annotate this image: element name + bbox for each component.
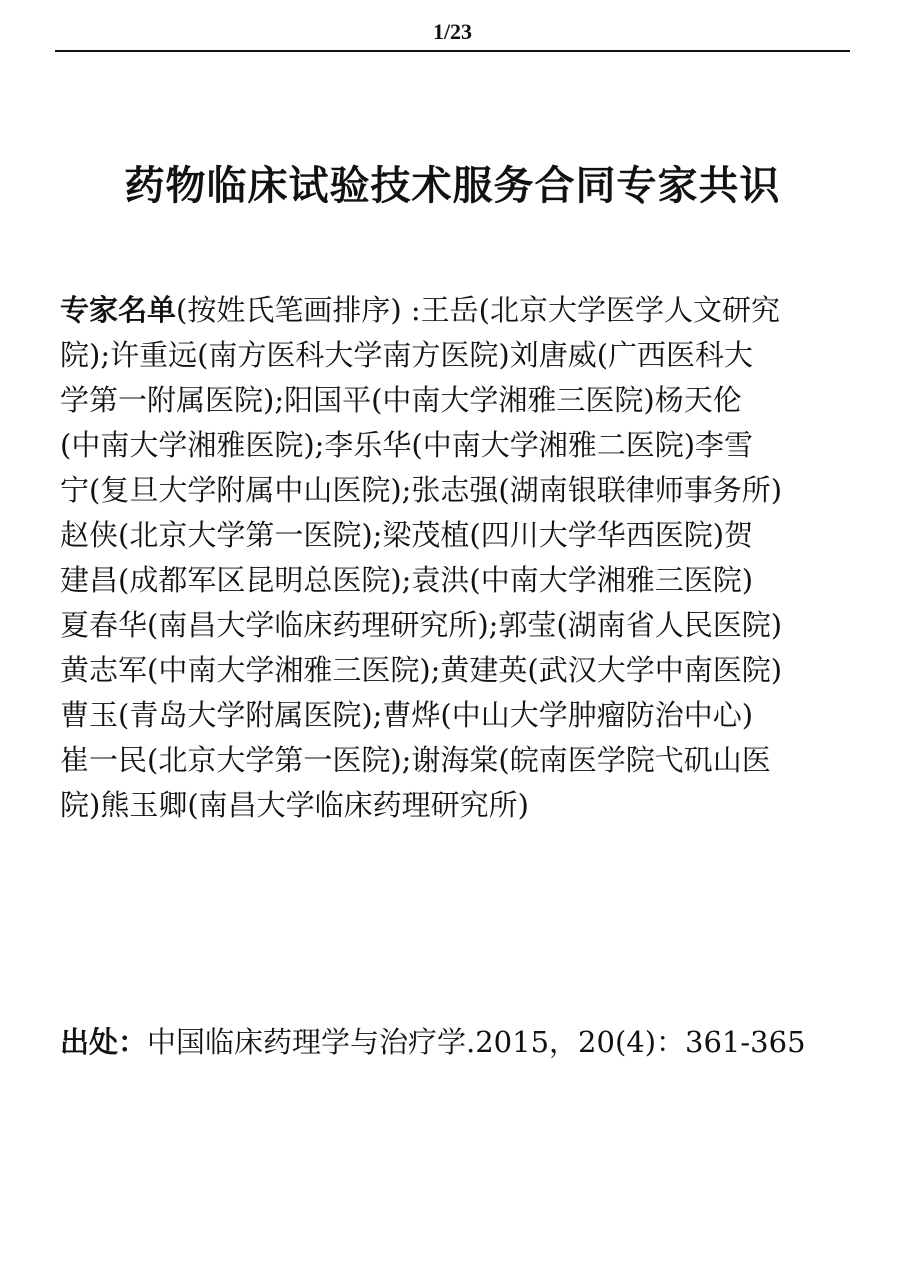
expert-list-line: 夏春华(南昌大学临床药理研究所);郭莹(湖南省人民医院) <box>60 608 783 642</box>
source-text: 中国临床药理学与治疗学.2015，20(4)：361-365 <box>147 1025 806 1059</box>
expert-list-line: 赵侠(北京大学第一医院);梁茂植(四川大学华西医院)贺 <box>60 518 754 552</box>
expert-list-line: 院);许重远(南方医科大学南方医院)刘唐威(广西医科大 <box>60 338 754 372</box>
document-title: 药物临床试验技术服务合同专家共识 <box>124 163 781 209</box>
expert-list-label: 专家名单 <box>60 293 177 327</box>
expert-list-line: 院)熊玉卿(南昌大学临床药理研究所) <box>60 788 529 822</box>
expert-list-line: 黄志军(中南大学湘雅三医院);黄建英(武汉大学中南医院) <box>60 653 783 687</box>
page-number: 1/23 <box>432 19 473 44</box>
expert-list-line: 宁(复旦大学附属中山医院);张志强(湖南银联律师事务所) <box>60 473 783 507</box>
expert-list-line: 学第一附属医院);阳国平(中南大学湘雅三医院)杨天伦 <box>60 383 742 417</box>
header-rule <box>55 50 850 52</box>
expert-list <box>60 288 860 828</box>
source-line <box>60 1020 860 1065</box>
expert-list-line: (中南大学湘雅医院);李乐华(中南大学湘雅二医院)李雪 <box>60 428 754 462</box>
expert-list-line: 曹玉(青岛大学附属医院);曹烨(中山大学肿瘤防治中心) <box>60 698 754 732</box>
source-citation <box>60 1020 860 1065</box>
source-label: 出处： <box>60 1025 148 1059</box>
expert-list-line <box>60 288 860 333</box>
expert-list-line: 崔一民(北京大学第一医院);谢海棠(皖南医学院弋矶山医 <box>60 743 771 777</box>
expert-list-text: (按姓氏笔画排序) :王岳(北京大学医学人文研究 <box>176 293 780 327</box>
expert-list-line: 建昌(成都军区昆明总医院);袁洪(中南大学湘雅三医院) <box>60 563 754 597</box>
